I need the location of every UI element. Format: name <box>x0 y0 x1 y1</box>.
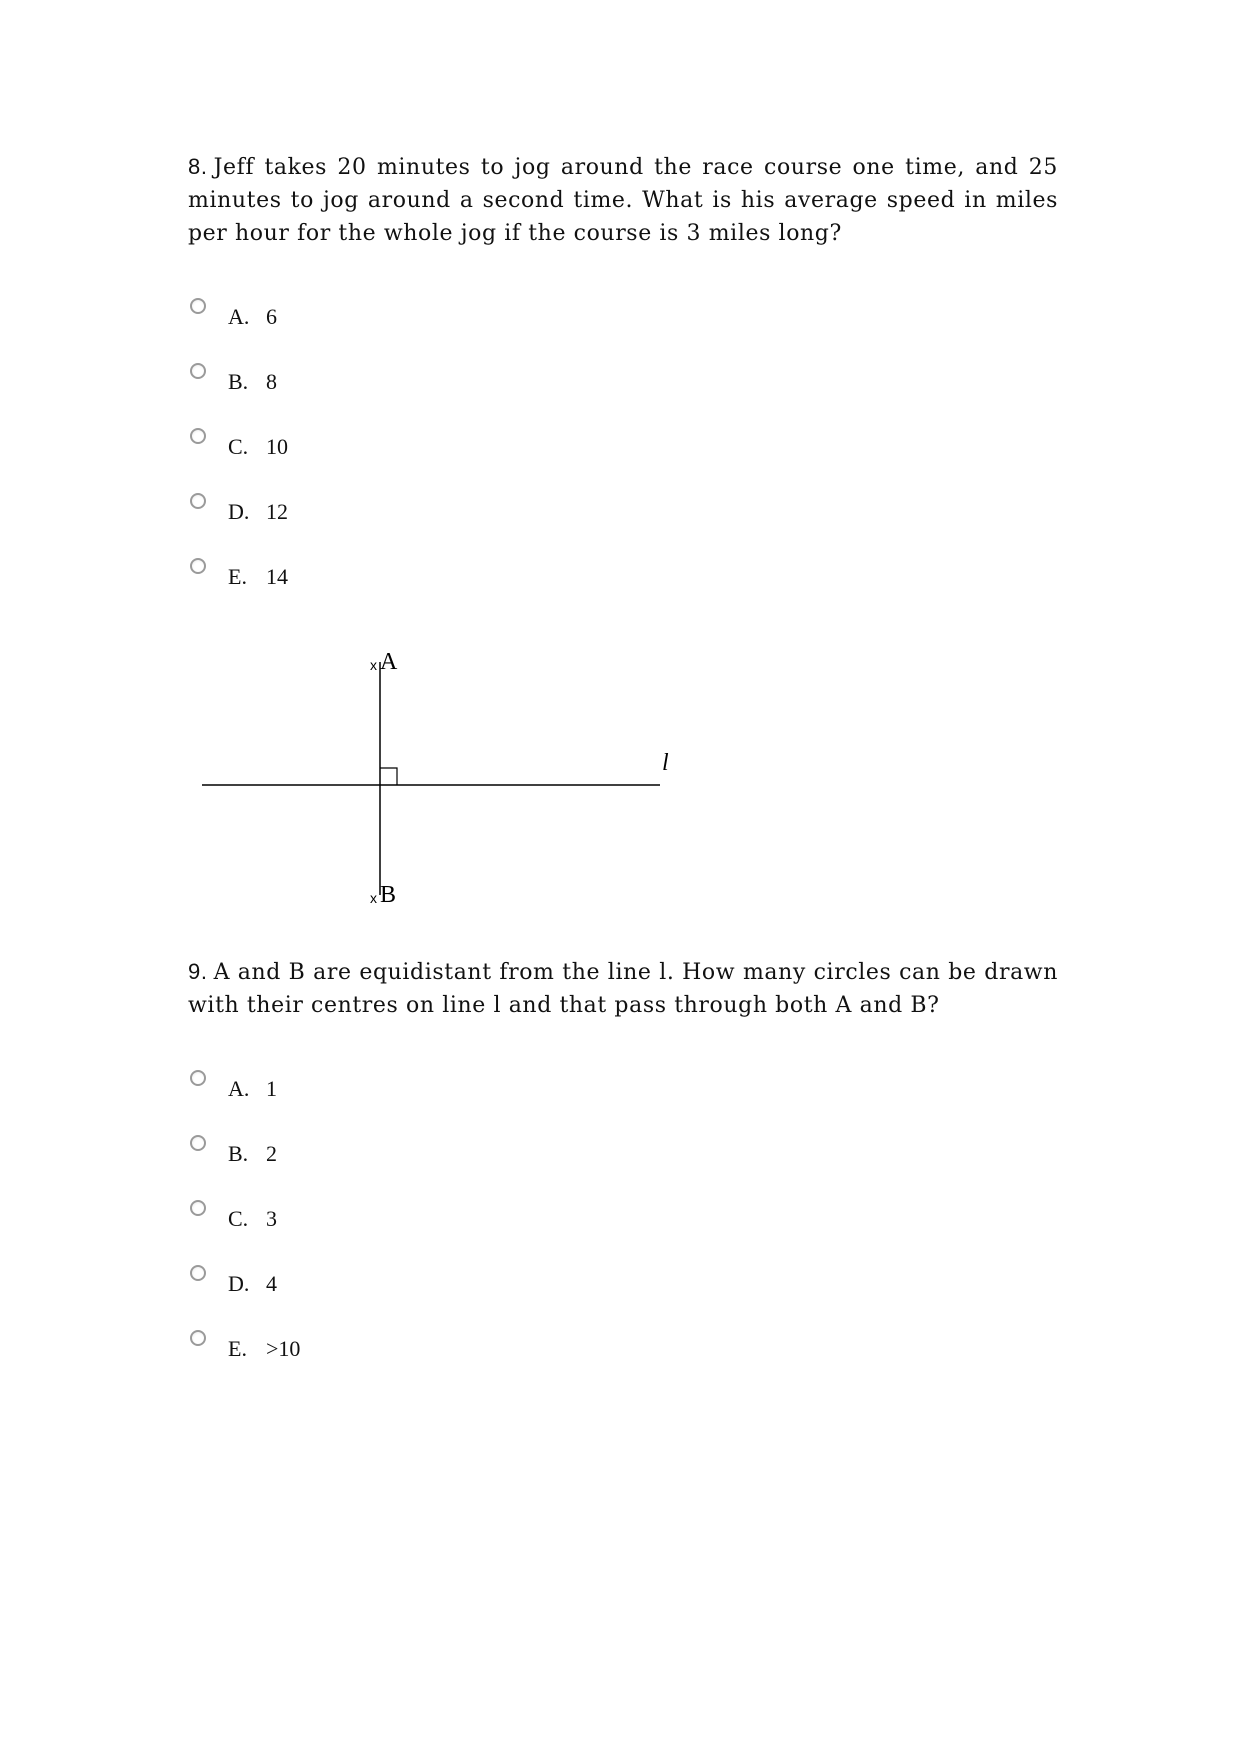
option-letter: B. <box>228 1141 249 1166</box>
option-value: 2 <box>266 1141 277 1166</box>
option-value: 10 <box>266 434 288 459</box>
question-8-text: Jeff takes 20 minutes to jog around the race course one time, and 25 minutes to jog around a second time. What is his average speed in miles per hour for the whole jog if the course is 3 miles long? <box>188 155 1058 246</box>
question-8-number: 8. <box>188 154 208 179</box>
radio-button[interactable] <box>190 298 206 314</box>
q8-option-c[interactable] <box>190 422 690 487</box>
option-letter: A. <box>228 304 250 329</box>
question-9 <box>188 955 1058 1022</box>
q8-option-a[interactable] <box>190 292 690 357</box>
perpendicular-diagram <box>190 640 710 930</box>
point-a-marker: x <box>370 657 377 673</box>
option-letter: C. <box>228 1206 249 1231</box>
q9-option-a[interactable] <box>190 1064 690 1129</box>
q9-option-b[interactable] <box>190 1129 690 1194</box>
option-value: 14 <box>266 564 288 589</box>
option-letter: A. <box>228 1076 250 1101</box>
line-l-label: l <box>662 750 669 776</box>
q8-option-e[interactable] <box>190 552 690 617</box>
radio-button[interactable] <box>190 428 206 444</box>
option-value: 8 <box>266 369 277 394</box>
question-8-options <box>190 292 690 617</box>
q8-option-d[interactable] <box>190 487 690 552</box>
question-9-options <box>190 1064 690 1389</box>
option-letter: C. <box>228 434 249 459</box>
point-b-marker: x <box>370 890 377 906</box>
q9-option-e[interactable] <box>190 1324 690 1389</box>
option-value: 1 <box>266 1076 277 1101</box>
option-letter: B. <box>228 369 249 394</box>
q9-option-c[interactable] <box>190 1194 690 1259</box>
option-letter: D. <box>228 499 250 524</box>
radio-button[interactable] <box>190 1070 206 1086</box>
option-letter: D. <box>228 1271 250 1296</box>
point-b-label: B <box>380 882 397 908</box>
option-value: 3 <box>266 1206 277 1231</box>
radio-button[interactable] <box>190 493 206 509</box>
option-letter: E. <box>228 564 247 589</box>
radio-button[interactable] <box>190 363 206 379</box>
radio-button[interactable] <box>190 1135 206 1151</box>
radio-button[interactable] <box>190 1200 206 1216</box>
q9-option-d[interactable] <box>190 1259 690 1324</box>
point-a-label: A <box>380 649 398 675</box>
radio-button[interactable] <box>190 558 206 574</box>
question-9-number: 9. <box>188 959 208 984</box>
option-letter: E. <box>228 1336 247 1361</box>
option-value: 6 <box>266 304 277 329</box>
question-9-text: A and B are equidistant from the line l. How many circles can be drawn with their centres on line l and that pass through both A and B? <box>188 960 1058 1018</box>
q8-option-b[interactable] <box>190 357 690 422</box>
radio-button[interactable] <box>190 1265 206 1281</box>
question-8 <box>188 150 1058 250</box>
option-value: 12 <box>266 499 288 524</box>
option-value: >10 <box>266 1336 301 1361</box>
option-value: 4 <box>266 1271 277 1296</box>
right-angle-marker <box>380 768 397 785</box>
radio-button[interactable] <box>190 1330 206 1346</box>
